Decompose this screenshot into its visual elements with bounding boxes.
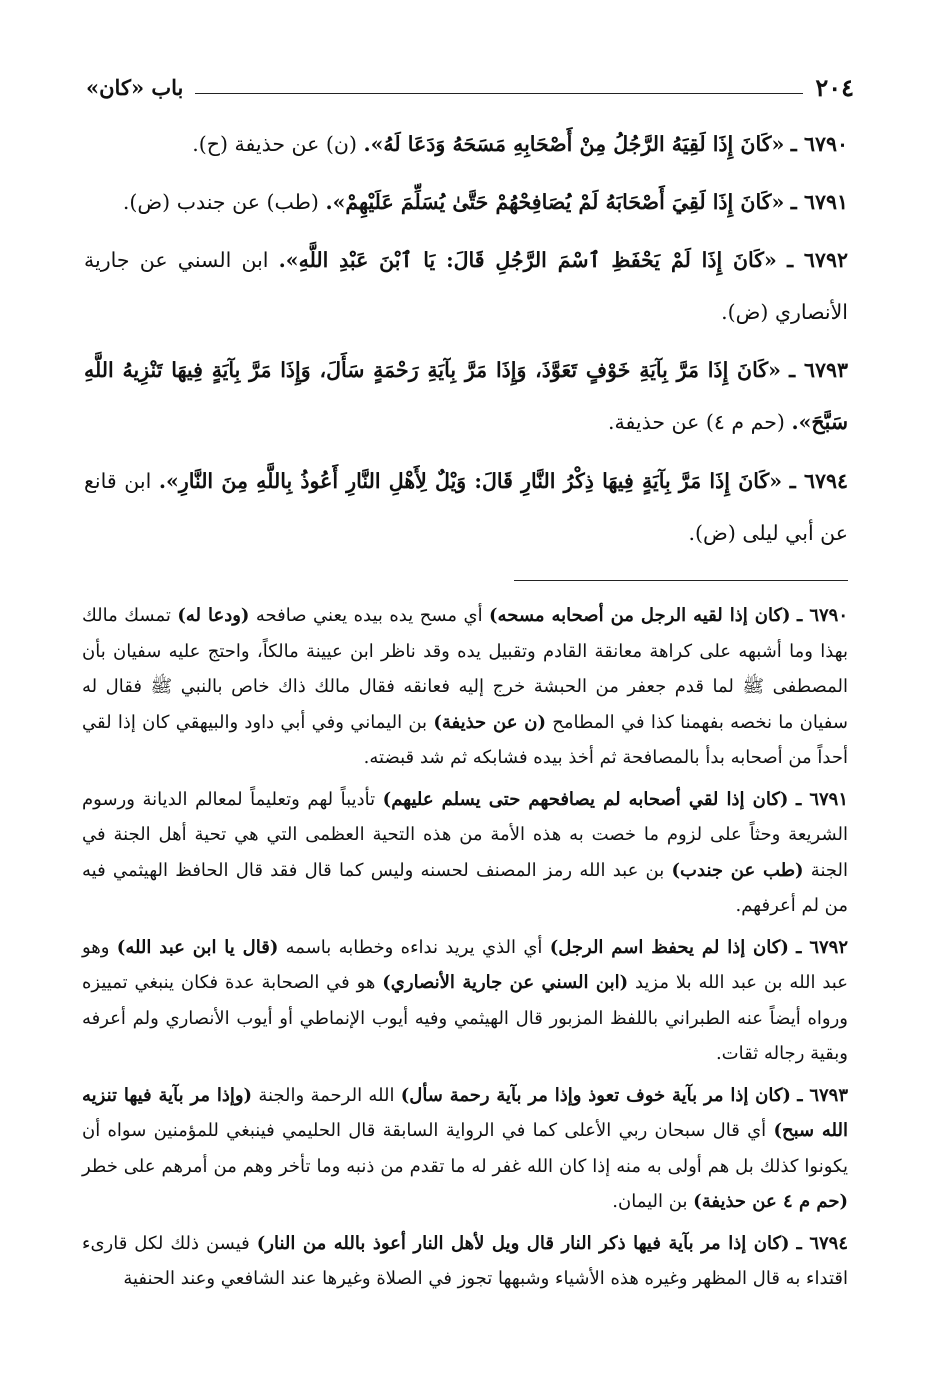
note-segment: (ن عن حذيفة) <box>433 711 546 733</box>
note-segment: (كان إذا لقي أصحابه لم يصافحهم حتى يسلم عليهم) <box>382 788 789 810</box>
note-number: ٦٧٩١ ـ <box>795 788 848 810</box>
hadith-matn: «كَانَ إِذَا لَقِيَهُ الرَّجُلُ مِنْ أَصْحَابِهِ مَسَحَهُ وَدَعَا لَهُ». <box>363 132 785 156</box>
note-segment: تمسك مالك بهذا وما أشبهه على كراهة معانقة القادم وتقبيل يده وقد ناظر ابن عيينة مالكاً، واحتج عليه سفيان بأن المصطفى ﷺ لما قدم جعفر من الحبشة خرج إليه فعانقه فقال مالك ذاك خاص بالنبي ﷺ فقال له سفيان ما نخصه بفهمنا كذا في المطامح <box>82 605 848 733</box>
hadith-entry <box>84 176 848 228</box>
commentary-entry <box>82 1078 848 1220</box>
note-segment: بن اليماني وفي أبي داود والبيهقي كان إذا لقي أحداً من أصحابه بدأ بالمصافحة ثم أخذ بيده فشابكه ثم شد قبضته. <box>82 711 848 768</box>
chapter-title: باب «كان» <box>86 74 184 100</box>
note-segment: (حم م ٤ عن حذيفة) <box>693 1191 848 1212</box>
commentary-entry <box>82 598 848 776</box>
hadith-number: ٦٧٩٤ ـ <box>789 468 848 493</box>
header-rule <box>195 93 803 94</box>
commentary-notes <box>82 598 848 1303</box>
note-segment: بن اليمان. <box>612 1191 694 1212</box>
note-segment: أي قال سبحان ربي الأعلى كما في الرواية السابقة قال الحليمي فينبغي للمؤمنين سواه أن يكونوا كذلك بل هم أولى به منه إذا كان الله غفر له ما تقدم من ذنبه وما تأخر وهم من أمرهم على خطر <box>82 1120 848 1177</box>
note-number: ٦٧٩٢ ـ <box>796 936 848 958</box>
note-segment: (قال يا ابن عبد الله) <box>116 936 279 958</box>
note-segment: (كان إذا مر بآية خوف تعوذ وإذا مر بآية رحمة سأل) <box>400 1084 791 1106</box>
hadith-source: (ن) عن حذيفة (ح). <box>192 132 364 156</box>
hadith-source: ابن السني عن جارية الأنصاري (ض). <box>84 248 848 325</box>
note-number: ٦٧٩٤ ـ <box>796 1232 848 1254</box>
note-number: ٦٧٩٣ ـ <box>797 1084 848 1106</box>
hadith-number: ٦٧٩٣ ـ <box>789 358 848 383</box>
hadith-number: ٦٧٩٠ ـ <box>790 132 848 156</box>
note-segment: (كان إذا لقيه الرجل من أصحابه مسحه) <box>489 605 791 626</box>
hadith-source: (حم م ٤) عن حذيفة. <box>607 410 792 435</box>
note-segment: وهو عبد الله بن عبد الله بلا مزيد <box>82 936 848 993</box>
commentary-entry <box>82 782 848 924</box>
note-segment: (ابن السني عن جارية الأنصاري) <box>382 972 629 993</box>
note-segment: (كان إذا لم يحفظ اسم الرجل) <box>549 936 789 958</box>
note-segment: (طب عن جندب) <box>671 859 804 881</box>
hadith-matn: «كَانَ إِذَا مَرَّ بِآيَةٍ فِيهَا ذِكْرُ النَّارِ قَالَ: وَيْلٌ لِأَهْلِ النَّارِ أَعُوذُ بِاللَّهِ مِنَ النَّارِ». <box>158 468 783 493</box>
page-number: ٢٠٤ <box>815 72 854 102</box>
note-number: ٦٧٩٠ ـ <box>797 605 848 626</box>
note-segment: فيسن ذلك لكل قارىء اقتداء به قال المظهر وغيره هذه الأشياء وشبهها تجوز في الصلاة وغيرها عند الشافعي وعند الحنفية <box>82 1232 848 1289</box>
footnote-separator <box>514 580 848 581</box>
commentary-entry <box>82 930 848 1072</box>
note-segment: (وإذا مر بآية فيها تنزيه الله سبح) <box>82 1084 848 1141</box>
hadith-matn: «كَانَ إِذَا مَرَّ بِآيَةِ خَوْفٍ تَعَوَّذَ، وَإِذَا مَرَّ بِآيَةِ رَحْمَةٍ سَأَلَ، وَإِذَا مَرَّ بِآيَةٍ فِيهَا تَنْزِيهُ اللَّهِ سَبَّحَ». <box>84 358 848 435</box>
note-segment: بن عبد الله رمز المصنف لحسنه وليس كما قال فقد قال الحافظ الهيثمي فيه من لم أعرفهم. <box>82 859 848 916</box>
note-segment: (ودعا له) <box>177 605 250 626</box>
hadith-source: ابن قانع عن أبي ليلى (ض). <box>84 468 848 545</box>
note-segment: (كان إذا مر بآية فيها ذكر النار قال ويل لأهل النار أعوذ بالله من النار) <box>256 1232 790 1254</box>
note-segment: الله الرحمة والجنة <box>252 1084 401 1106</box>
hadith-source: (طب) عن جندب (ض). <box>122 190 326 215</box>
hadith-entry <box>84 344 848 448</box>
hadith-entry <box>84 234 848 338</box>
hadith-number: ٦٧٩٢ ـ <box>787 248 848 273</box>
hadith-number: ٦٧٩١ ـ <box>790 190 848 215</box>
page-header <box>86 70 854 104</box>
hadith-text <box>84 118 848 565</box>
hadith-entry <box>84 118 848 170</box>
note-segment: أي الذي يريد نداءه وخطابه باسمه <box>278 936 550 958</box>
note-segment: هو في الصحابة عدة فكان ينبغي تمييزه ورواه أيضاً عنه الطبراني باللفظ المزبور قال الهيثمي وفيه أيوب الإنماطي أو أيوب الأنصاري ولم أعرفه وبقية رجاله ثقات. <box>82 972 848 1064</box>
hadith-entry <box>84 455 848 559</box>
note-segment: تأديباً لهم وتعليماً لمعالم الديانة ورسوم الشريعة وحثاً على لزوم ما خصت به هذه الأمة من هذه التحية العظمى التي هي تحية أهل الجنة في الجنة <box>82 788 848 881</box>
hadith-matn: «كَانَ إِذَا لَمْ يَحْفَظِ ٱسْمَ الرَّجُلِ قَالَ: يَا ٱبْنَ عَبْدِ اللَّهِ». <box>278 248 777 273</box>
note-segment: أي مسح يده بيده يعني صافحه <box>249 605 490 626</box>
hadith-matn: «كَانَ إِذَا لَقِيَ أَصْحَابَهُ لَمْ يُصَافِحْهُمْ حَتَّىٰ يُسَلِّمَ عَلَيْهِمْ». <box>325 190 785 215</box>
commentary-entry <box>82 1226 848 1297</box>
